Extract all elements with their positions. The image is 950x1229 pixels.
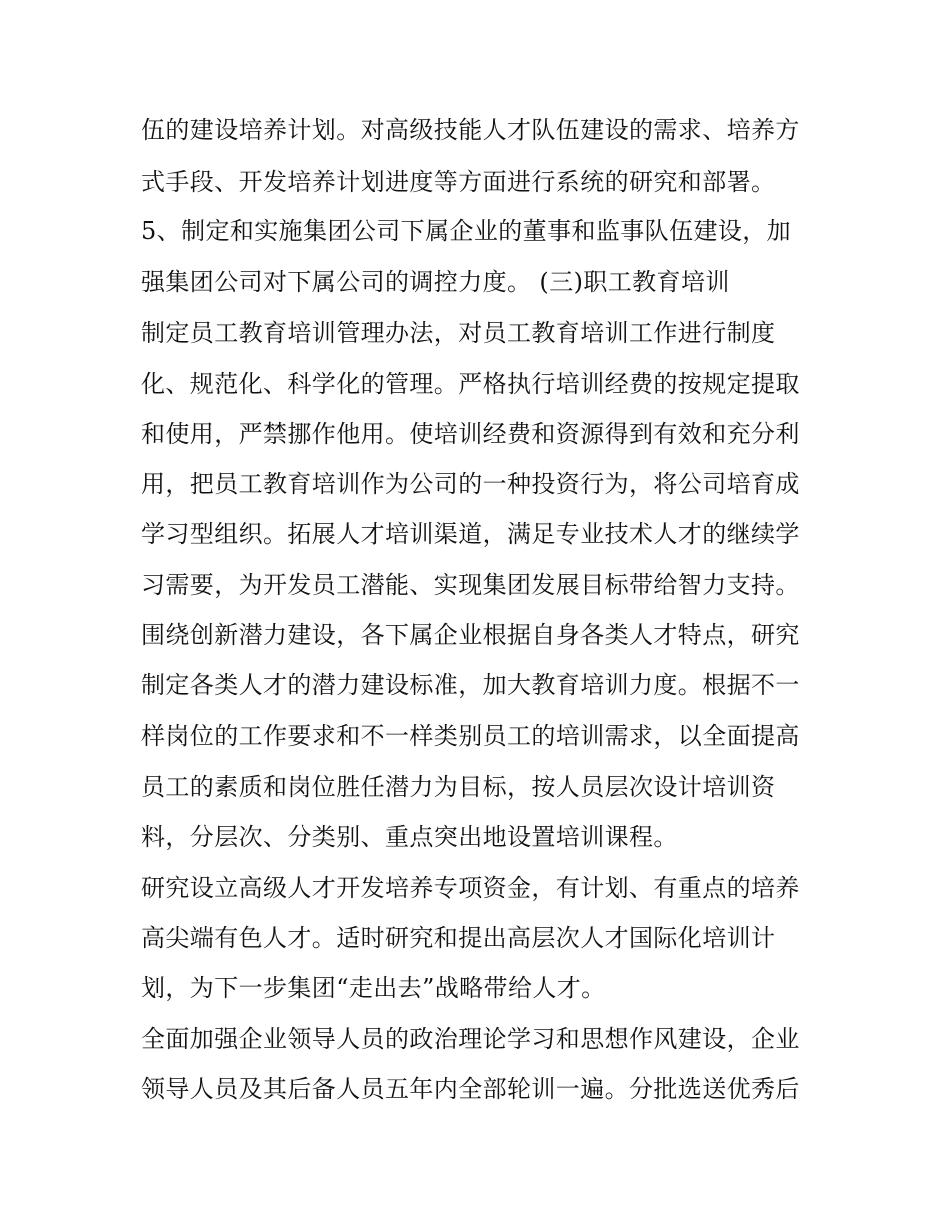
text-line: 制定员工教育培训管理办法，对员工教育培训工作进行制度 bbox=[141, 319, 776, 347]
text-line: 员工的素质和岗位胜任潜力为目标，按人员层次设计培训资 bbox=[141, 773, 776, 801]
text-line: 高尖端有色人才。适时研究和提出高层次人才国际化培训计 bbox=[141, 924, 776, 952]
text-line: 划，为下一步集团“走出去”战略带给人才。 bbox=[141, 974, 606, 1002]
text-line: 样岗位的工作要求和不一样类别员工的培训需求，以全面提高 bbox=[141, 722, 800, 750]
text-line: 制定各类人才的潜力建设标准，加大教育培训力度。根据不一 bbox=[141, 671, 800, 699]
text-line: 化、规范化、科学化的管理。严格执行培训经费的按规定提取 bbox=[141, 370, 800, 398]
text-line: 和使用，严禁挪作他用。使培训经费和资源得到有效和充分利 bbox=[141, 420, 800, 448]
text-line: 领导人员及其后备人员五年内全部轮训一遍。分批选送优秀后 bbox=[141, 1075, 800, 1103]
text-line: 伍的建设培养计划。对高级技能人才队伍建设的需求、培养方 bbox=[141, 116, 800, 144]
text-line: 用，把员工教育培训作为公司的一种投资行为，将公司培育成 bbox=[141, 470, 800, 498]
text-line: 5、制定和实施集团公司下属企业的董事和监事队伍建设，加 bbox=[141, 217, 792, 245]
text-line: 式手段、开发培养计划进度等方面进行系统的研究和部署。 bbox=[141, 168, 776, 196]
text-line: 习需要，为开发员工潜能、实现集团发展目标带给智力支持。 bbox=[141, 571, 800, 599]
text-line: 围绕创新潜力建设，各下属企业根据自身各类人才特点，研究 bbox=[141, 621, 800, 649]
text-line: 全面加强企业领导人员的政治理论学习和思想作风建设，企业 bbox=[141, 1025, 800, 1053]
text-line: 学习型组织。拓展人才培训渠道，满足专业技术人才的继续学 bbox=[141, 520, 800, 548]
text-line: 强集团公司对下属公司的调控力度。 (三)职工教育培训 bbox=[141, 268, 730, 296]
text-line: 料，分层次、分类别、重点突出地设置培训课程。 bbox=[141, 823, 678, 851]
text-line: 研究设立高级人才开发培养专项资金，有计划、有重点的培养 bbox=[141, 874, 800, 902]
